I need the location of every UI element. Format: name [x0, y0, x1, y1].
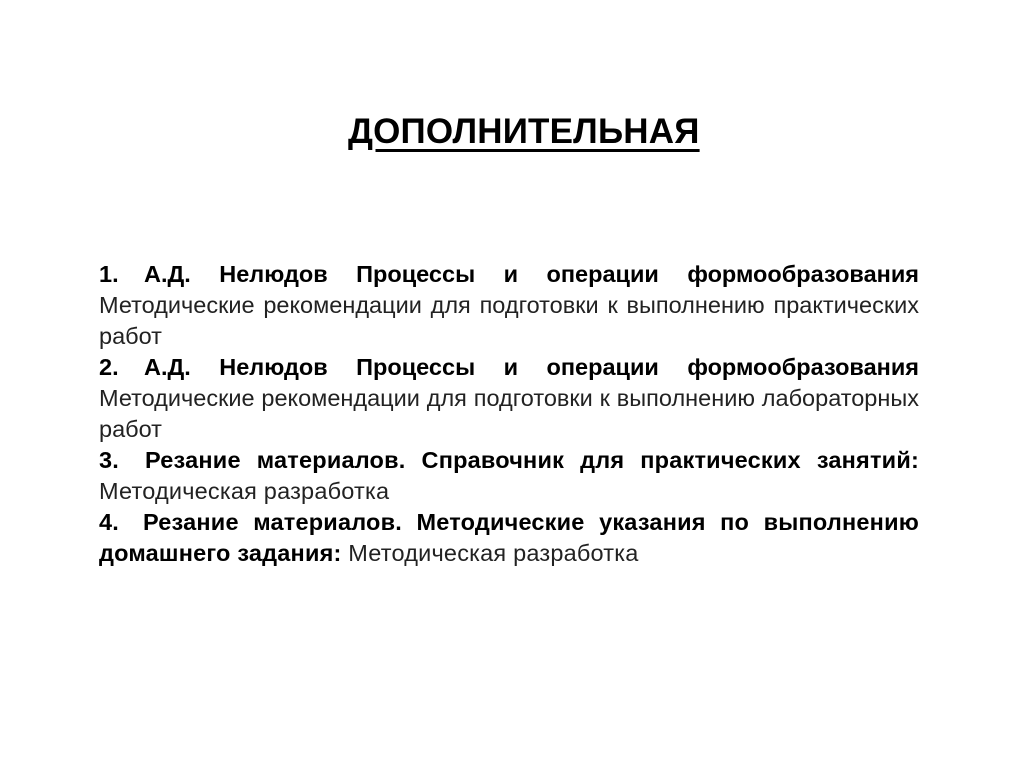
slide-title: ДОПОЛНИТЕЛЬНАЯ [348, 112, 700, 151]
item-plain-text: Методические рекомендации для подготовки к выполнению практических работ [99, 292, 919, 349]
item-number: 2. [99, 354, 119, 380]
list-item [99, 507, 919, 569]
item-plain-text: Методическая разработка [348, 540, 639, 566]
item-bold-text: А.Д. Нелюдов Процессы и операции формообразования [144, 261, 919, 287]
list-item [99, 259, 919, 352]
item-number: 1. [99, 261, 119, 287]
item-plain-text: Методическая разработка [99, 478, 390, 504]
reference-list [99, 259, 919, 569]
list-item [99, 445, 919, 507]
item-number: 3. [99, 447, 119, 473]
item-bold-text: А.Д. Нелюдов Процессы и операции формообразования [144, 354, 919, 380]
item-bold-text: Резание материалов. Методические указания по выполнению домашнего задания: [99, 509, 919, 566]
item-plain-text: Методические рекомендации для подготовки к выполнению лабораторных работ [99, 385, 919, 442]
list-item [99, 352, 919, 445]
item-bold-text: Резание материалов. Справочник для практических занятий: [145, 447, 919, 473]
item-number: 4. [99, 509, 119, 535]
